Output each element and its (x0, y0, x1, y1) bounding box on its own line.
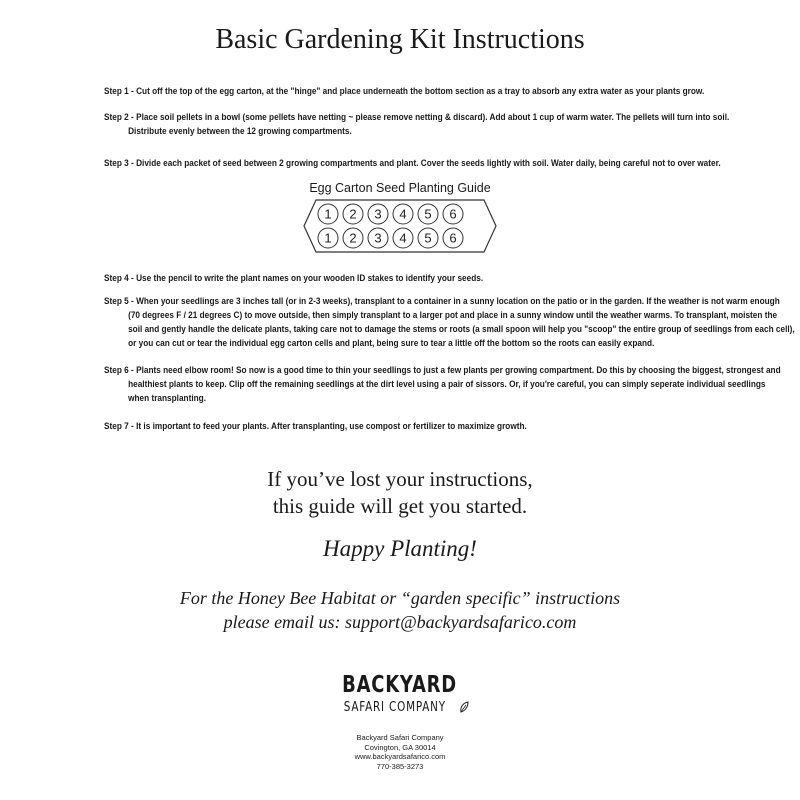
compartment-number: 4 (399, 230, 407, 246)
company-website: www.backyardsafarico.com (354, 752, 446, 761)
step-6-line-1: Step 6 - Plants need elbow room! So now is a good time to thin your seedlings to just a few plants per growing compartment. Do this by choosing the biggest, strongest and (104, 365, 781, 376)
compartment-number: 6 (449, 206, 457, 222)
compartment-number: 4 (399, 206, 407, 222)
compartment-number: 1 (324, 206, 332, 222)
step-6-line-2: healthiest plants to keep. Clip off the remaining seedlings at the dirt level using a pair of sissors. Or, if you're careful, you can simply seperate individual seedlings (128, 379, 766, 390)
honey-line-1: For the Honey Bee Habitat or “garden specific” instructions (179, 588, 621, 608)
step-5-line-3: soil and gently handle the delicate plants, taking care not to damage the stems or roots (a small spoon will help you "scoop" the entire group of seedlings from each cell), (128, 324, 795, 335)
step-5-line-2: (70 degrees F / 21 degrees C) to move outside, then simply transplant to a larger pot and place in a sunny window until the weather warms. To transplant, moisten the (128, 310, 778, 321)
compartment-number: 5 (424, 230, 432, 246)
step-6-line-3: when transplanting. (128, 393, 207, 404)
lost-line-1: If you’ve lost your instructions, (267, 467, 533, 491)
lost-line-2: this guide will get you started. (272, 494, 528, 518)
step-7-text: Step 7 - It is important to feed your plants. After transplanting, use compost or fertilizer to maximize growth. (104, 421, 527, 432)
logo-wordmark-top: BACKYARD (342, 672, 458, 698)
leaf-icon (459, 701, 469, 713)
step-2 (104, 111, 730, 139)
step-2-line-1: Step 2 - Place soil pellets in a bowl (some pellets have netting ~ please remove netting & discard). Add about 1 cup of warm water. The pellets will turn into soil. (104, 112, 730, 123)
step-3 (104, 157, 721, 171)
compartment-number: 2 (349, 206, 357, 222)
company-name: Backyard Safari Company (356, 733, 444, 742)
step-5-line-4: or you can cut or tear the individual egg carton cells and plant, being sure to tear a little off the bottom so the roots can easily expand. (128, 338, 655, 349)
happy-planting: Happy Planting! (323, 536, 477, 561)
company-address (0, 733, 800, 771)
company-city: Covington, GA 30014 (364, 742, 436, 752)
step-5-line-1: Step 5 - When your seedlings are 3 inches tall (or in 2-3 weeks), transplant to a container in a sunny location on the patio or in the garden. If the weather is not warm enough (104, 296, 780, 307)
compartment-number: 3 (374, 206, 382, 222)
company-logo (0, 672, 800, 716)
compartment-number: 1 (324, 230, 332, 246)
planting-guide-title: Egg Carton Seed Planting Guide (309, 181, 491, 195)
step-2-line-2: Distribute evenly between the 12 growing compartments. (128, 126, 352, 137)
support-email: please email us: support@backyardsafarico.com (223, 612, 577, 632)
compartment-number: 2 (349, 230, 357, 246)
step-5 (104, 295, 795, 351)
compartment-number: 6 (449, 230, 457, 246)
step-3-text: Step 3 - Divide each packet of seed between 2 growing compartments and plant. Cover the seeds lightly with soil. Water daily, being careful not to over water. (104, 158, 721, 169)
compartment-number: 3 (374, 230, 382, 246)
honey-bee-note (0, 586, 800, 634)
page-title: Basic Gardening Kit Instructions (215, 24, 585, 55)
step-1 (104, 85, 705, 99)
step-6 (104, 364, 781, 406)
egg-carton-diagram (300, 196, 500, 256)
compartment-number: 5 (424, 206, 432, 222)
logo-wordmark-bottom: SAFARI COMPANY (343, 700, 446, 715)
lost-instructions-note (0, 466, 800, 520)
step-7 (104, 420, 620, 434)
step-4 (104, 272, 620, 286)
company-phone: 770-385-3273 (376, 761, 424, 771)
step-1-text: Step 1 - Cut off the top of the egg carton, at the "hinge" and place underneath the bottom section as a tray to absorb any extra water as your plants grow. (104, 86, 705, 97)
step-4-text: Step 4 - Use the pencil to write the plant names on your wooden ID stakes to identify your seeds. (104, 273, 484, 284)
